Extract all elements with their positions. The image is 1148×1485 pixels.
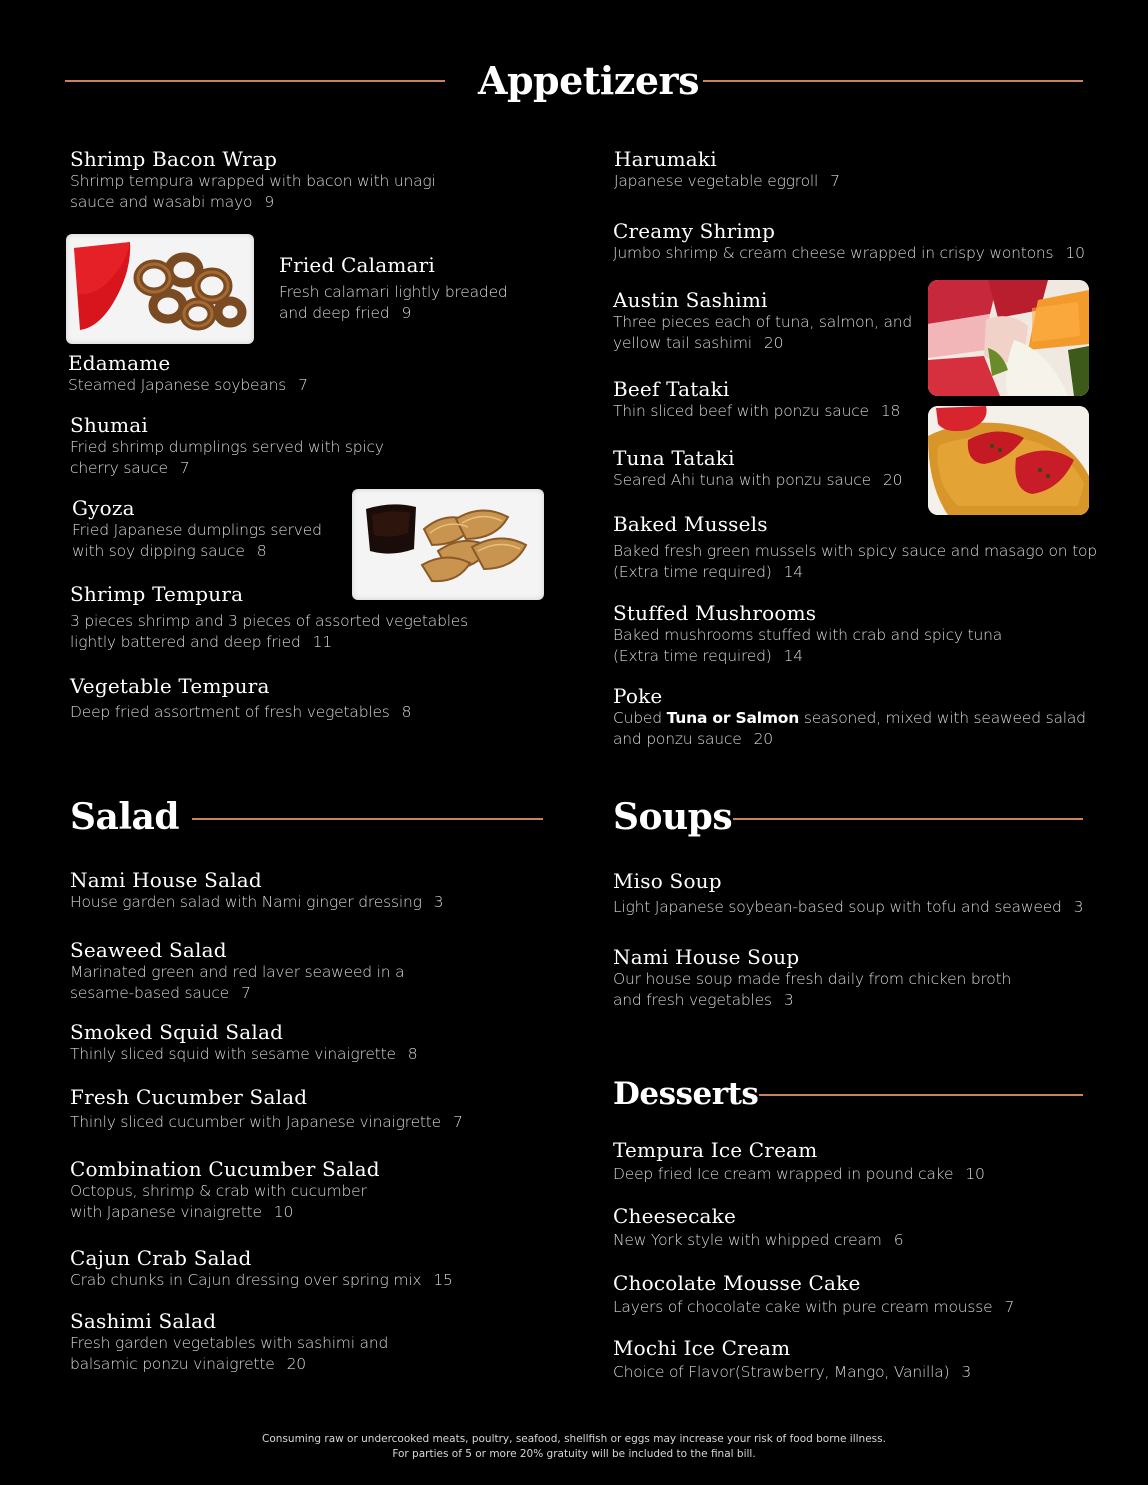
item-price: 6 [893, 1231, 904, 1249]
item-desc: Fresh calamari lightly breaded [279, 283, 508, 301]
menu-item-cajun-crab-salad [70, 1246, 453, 1291]
item-desc: Thinly sliced squid with sesame vinaigrette [70, 1045, 396, 1063]
menu-item-combination-cucumber-salad [70, 1157, 380, 1223]
item-price: 8 [401, 703, 412, 721]
item-name: Sashimi Salad [70, 1309, 217, 1333]
item-price: 7 [240, 984, 251, 1002]
item-name: Cheesecake [613, 1204, 737, 1228]
item-desc: (Extra time required) [613, 563, 772, 581]
item-price: 20 [753, 730, 773, 748]
item-price: 7 [453, 1113, 463, 1131]
item-name: Creamy Shrimp [613, 219, 776, 243]
item-price: 9 [401, 304, 412, 322]
menu-item-vegetable-tempura [70, 674, 411, 723]
item-desc: (Extra time required) [613, 647, 772, 665]
item-desc: Fried shrimp dumplings served with spicy [70, 438, 384, 456]
menu-item-shrimp-bacon-wrap [70, 147, 436, 213]
item-desc: seasoned, mixed with seaweed salad [803, 709, 1086, 727]
item-desc: Fried Japanese dumplings served [72, 521, 322, 539]
item-desc: Deep fried assortment of fresh vegetables [70, 703, 390, 721]
item-price: 7 [1004, 1298, 1015, 1316]
item-name: Cajun Crab Salad [70, 1246, 252, 1270]
item-name: Fresh Cucumber Salad [70, 1085, 308, 1109]
item-name: Beef Tataki [613, 377, 730, 401]
item-name: Poke [613, 684, 663, 708]
item-desc: with soy dipping sauce [72, 542, 245, 560]
item-price: 10 [1065, 244, 1085, 262]
item-desc: Crab chunks in Cajun dressing over spring mix [70, 1271, 422, 1289]
menu-item-sashimi-salad [70, 1309, 388, 1375]
item-desc: Japanese vegetable eggroll [614, 172, 819, 190]
item-price: 3 [783, 991, 794, 1009]
item-price: 7 [179, 459, 190, 477]
item-name: Edamame [68, 351, 171, 375]
item-price: 20 [763, 334, 784, 352]
item-desc: Deep fried Ice cream wrapped in pound cake [613, 1165, 954, 1183]
item-name: Fried Calamari [279, 253, 436, 277]
footer-line: For parties of 5 or more 20% gratuity will be included to the final bill. [392, 1448, 756, 1460]
item-price: 8 [256, 542, 267, 560]
item-desc: Jumbo shrimp & cream cheese wrapped in crispy wontons [613, 244, 1054, 262]
item-desc: Baked fresh green mussels with spicy sauce and masago on top [613, 542, 1097, 560]
item-price: 8 [407, 1045, 418, 1063]
menu-item-seaweed-salad [70, 938, 404, 1004]
item-desc: 3 pieces shrimp and 3 pieces of assorted vegetables [70, 612, 469, 630]
item-desc: Layers of chocolate cake with pure cream mousse [613, 1298, 993, 1316]
item-price: 14 [783, 563, 803, 581]
menu-item-edamame [68, 351, 308, 396]
menu-item-nami-house-soup [613, 945, 1011, 1011]
item-desc: Baked mushrooms stuffed with crab and spicy tuna [613, 626, 1003, 644]
item-desc: Our house soup made fresh daily from chicken broth [613, 970, 1012, 988]
menu-item-poke [613, 684, 1086, 750]
menu-item-shumai [70, 413, 384, 479]
item-price: 3 [961, 1363, 972, 1381]
menu-item-miso-soup [613, 869, 1083, 918]
item-desc: sesame-based sauce [70, 984, 229, 1002]
menu-item-fried-calamari [279, 253, 508, 324]
appetizers-rule-right [703, 80, 1083, 82]
item-price: 3 [433, 893, 444, 911]
menu-item-stuffed-mushrooms [613, 601, 1002, 667]
item-desc: Three pieces each of tuna, salmon, and [613, 313, 913, 331]
item-name: Gyoza [72, 496, 135, 520]
item-desc-highlight: Tuna or Salmon [666, 709, 800, 727]
tuna-tataki-photo [928, 406, 1089, 515]
item-name: Seaweed Salad [70, 938, 227, 962]
item-desc: and deep fried [279, 304, 390, 322]
item-desc: and fresh vegetables [613, 991, 772, 1009]
menu-item-chocolate-mousse-cake [613, 1271, 1014, 1318]
item-desc: Shrimp tempura wrapped with bacon with unagi [70, 172, 436, 190]
item-desc: Cubed [613, 709, 662, 727]
item-desc: Seared Ahi tuna with ponzu sauce [613, 471, 871, 489]
item-desc: Fresh garden vegetables with sashimi and [70, 1334, 389, 1352]
appetizers-rule-left [65, 80, 445, 82]
item-price: 10 [965, 1165, 985, 1183]
item-name: Nami House Soup [613, 945, 800, 969]
item-name: Smoked Squid Salad [70, 1020, 284, 1044]
item-name: Combination Cucumber Salad [70, 1157, 380, 1181]
footer-line: Consuming raw or undercooked meats, poultry, seafood, shellfish or eggs may increase your risk of food borne illness. [262, 1433, 886, 1445]
item-desc: Steamed Japanese soybeans [68, 376, 287, 394]
item-name: Shumai [70, 413, 148, 437]
soups-rule [733, 818, 1083, 820]
item-name: Miso Soup [613, 869, 722, 893]
menu-item-baked-mussels [613, 512, 1097, 583]
item-name: Chocolate Mousse Cake [613, 1271, 861, 1295]
item-price: 15 [433, 1271, 453, 1289]
item-name: Tempura Ice Cream [613, 1138, 818, 1162]
item-desc: balsamic ponzu vinaigrette [70, 1355, 275, 1373]
item-desc: with Japanese vinaigrette [70, 1203, 262, 1221]
footer-disclaimer [0, 1432, 1148, 1462]
item-price: 7 [298, 376, 308, 394]
menu-item-gyoza [72, 496, 322, 562]
item-desc: and ponzu sauce [613, 730, 742, 748]
salad-rule [192, 818, 543, 820]
item-desc: Thin sliced beef with ponzu sauce [613, 402, 869, 420]
menu-item-creamy-shrimp [613, 219, 1085, 264]
item-desc: cherry sauce [70, 459, 168, 477]
appetizers-title: Appetizers [478, 58, 699, 103]
item-name: Harumaki [614, 147, 717, 171]
calamari-photo [66, 234, 254, 344]
item-name: Shrimp Bacon Wrap [70, 147, 278, 171]
item-desc: New York style with whipped cream [613, 1231, 882, 1249]
menu-item-cheesecake [613, 1204, 903, 1251]
item-desc: Octopus, shrimp & crab with cucumber [70, 1182, 367, 1200]
item-desc: Choice of Flavor(Strawberry, Mango, Vanilla) [613, 1363, 950, 1381]
item-price: 10 [273, 1203, 294, 1221]
item-desc: lightly battered and deep fried [70, 633, 301, 651]
menu-item-nami-house-salad [70, 868, 443, 913]
item-desc: Thinly sliced cucumber with Japanese vinaigrette [70, 1113, 441, 1131]
item-desc: sauce and wasabi mayo [70, 193, 253, 211]
item-name: Stuffed Mushrooms [613, 601, 817, 625]
item-price: 20 [882, 471, 903, 489]
menu-item-austin-sashimi [613, 288, 912, 354]
item-name: Shrimp Tempura [70, 582, 244, 606]
item-desc: House garden salad with Nami ginger dressing [70, 893, 422, 911]
sashimi-photo [928, 280, 1089, 396]
desserts-rule [759, 1094, 1083, 1096]
menu-item-harumaki [614, 147, 840, 192]
item-price: 7 [830, 172, 840, 190]
item-desc: yellow tail sashimi [613, 334, 752, 352]
menu-item-smoked-squid-salad [70, 1020, 417, 1065]
menu-item-shrimp-tempura [70, 582, 468, 653]
item-desc: Marinated green and red laver seaweed in a [70, 963, 405, 981]
menu-item-mochi-ice-cream [613, 1336, 971, 1383]
item-name: Mochi Ice Cream [613, 1336, 791, 1360]
desserts-title: Desserts [613, 1076, 759, 1112]
item-name: Tuna Tataki [613, 446, 735, 470]
item-name: Vegetable Tempura [70, 674, 270, 698]
item-price: 3 [1073, 898, 1084, 916]
menu-item-beef-tataki [613, 377, 900, 422]
soups-title: Soups [613, 796, 733, 838]
item-desc: Light Japanese soybean-based soup with tofu and seaweed [613, 898, 1062, 916]
item-price: 18 [880, 402, 901, 420]
salad-title: Salad [70, 796, 179, 838]
menu-item-fresh-cucumber-salad [70, 1085, 463, 1133]
item-price: 20 [286, 1355, 306, 1373]
menu-item-tuna-tataki [613, 446, 902, 491]
menu-item-tempura-ice-cream [613, 1138, 985, 1185]
item-name: Baked Mussels [613, 512, 768, 536]
item-price: 11 [312, 633, 332, 651]
item-price: 14 [783, 647, 803, 665]
item-name: Nami House Salad [70, 868, 262, 892]
item-name: Austin Sashimi [613, 288, 768, 312]
item-price: 9 [264, 193, 275, 211]
